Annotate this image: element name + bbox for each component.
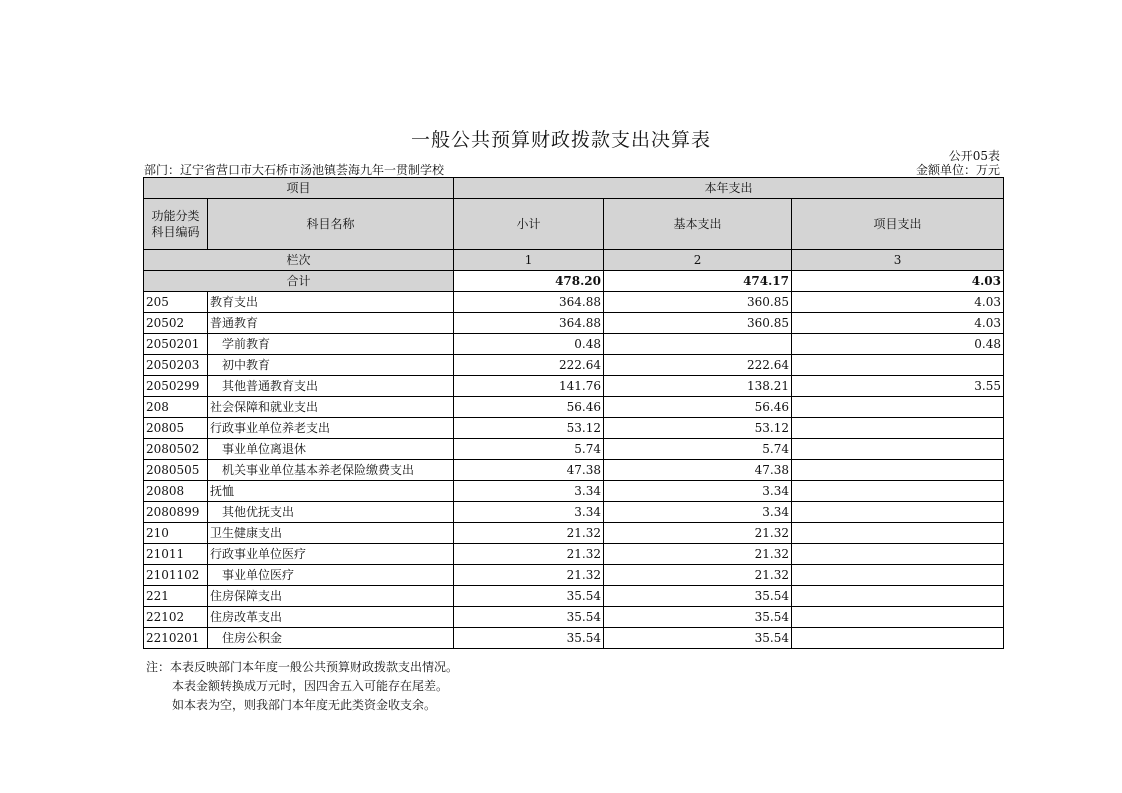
cell-project (792, 439, 1004, 460)
header-col-2: 2 (604, 250, 792, 271)
cell-project (792, 502, 1004, 523)
cell-subtotal: 47.38 (454, 460, 604, 481)
cell-name: 学前教育 (208, 334, 454, 355)
cell-name: 事业单位离退休 (208, 439, 454, 460)
header-col-1: 1 (454, 250, 604, 271)
table-row (144, 334, 1004, 355)
cell-code: 20805 (144, 418, 208, 439)
cell-name: 事业单位医疗 (208, 565, 454, 586)
cell-code: 21011 (144, 544, 208, 565)
cell-basic: 53.12 (604, 418, 792, 439)
table-row (144, 292, 1004, 313)
table-row (144, 544, 1004, 565)
cell-basic: 360.85 (604, 292, 792, 313)
cell-code: 2210201 (144, 628, 208, 649)
cell-basic: 21.32 (604, 565, 792, 586)
table-row (144, 460, 1004, 481)
unit-label: 金额单位：万元 (915, 163, 1000, 177)
cell-basic: 5.74 (604, 439, 792, 460)
cell-name: 行政事业单位养老支出 (208, 418, 454, 439)
header-row-number: 栏次 (144, 250, 454, 271)
cell-project (792, 481, 1004, 502)
note-line: 注：本表反映部门本年度一般公共预算财政拨款支出情况。 (146, 660, 459, 674)
cell-name: 其他普通教育支出 (208, 376, 454, 397)
cell-basic: 222.64 (604, 355, 792, 376)
table-row (144, 502, 1004, 523)
header-name: 科目名称 (208, 199, 454, 250)
cell-code: 2050299 (144, 376, 208, 397)
cell-basic: 360.85 (604, 313, 792, 334)
cell-name: 普通教育 (208, 313, 454, 334)
header-item: 项目 (144, 178, 454, 199)
form-number: 公开05表 (948, 149, 1000, 163)
header-col-3: 3 (792, 250, 1004, 271)
cell-code: 2080502 (144, 439, 208, 460)
cell-name: 机关事业单位基本养老保险缴费支出 (208, 460, 454, 481)
cell-basic: 21.32 (604, 544, 792, 565)
cell-subtotal: 3.34 (454, 481, 604, 502)
table-row (144, 397, 1004, 418)
table-title: 一般公共预算财政拨款支出决算表 (410, 129, 711, 151)
cell-project: 4.03 (792, 292, 1004, 313)
cell-subtotal: 0.48 (454, 334, 604, 355)
cell-code: 20502 (144, 313, 208, 334)
cell-subtotal: 222.64 (454, 355, 604, 376)
cell-basic (604, 334, 792, 355)
cell-project: 0.48 (792, 334, 1004, 355)
cell-project (792, 565, 1004, 586)
header-year-expense: 本年支出 (454, 178, 1004, 199)
table-row (144, 565, 1004, 586)
footnotes (146, 658, 458, 715)
cell-code: 2080505 (144, 460, 208, 481)
cell-project (792, 397, 1004, 418)
cell-project (792, 628, 1004, 649)
total-label: 合计 (144, 271, 454, 292)
cell-subtotal: 364.88 (454, 313, 604, 334)
cell-subtotal: 5.74 (454, 439, 604, 460)
cell-code: 22102 (144, 607, 208, 628)
cell-subtotal: 141.76 (454, 376, 604, 397)
cell-subtotal: 3.34 (454, 502, 604, 523)
cell-project (792, 460, 1004, 481)
note-line: 本表金额转换成万元时，因四舍五入可能存在尾差。 (172, 679, 449, 693)
cell-basic: 21.32 (604, 523, 792, 544)
cell-subtotal: 21.32 (454, 523, 604, 544)
total-project: 4.03 (792, 271, 1004, 292)
cell-project (792, 418, 1004, 439)
total-basic: 474.17 (604, 271, 792, 292)
cell-basic: 35.54 (604, 607, 792, 628)
cell-name: 住房保障支出 (208, 586, 454, 607)
cell-name: 卫生健康支出 (208, 523, 454, 544)
cell-name: 抚恤 (208, 481, 454, 502)
total-row (144, 271, 1004, 292)
header-code: 功能分类科目编码 (144, 199, 208, 250)
header-project: 项目支出 (792, 199, 1004, 250)
cell-name: 住房改革支出 (208, 607, 454, 628)
table-row (144, 628, 1004, 649)
cell-basic: 56.46 (604, 397, 792, 418)
cell-name: 教育支出 (208, 292, 454, 313)
table-row (144, 607, 1004, 628)
cell-subtotal: 21.32 (454, 565, 604, 586)
header-basic: 基本支出 (604, 199, 792, 250)
table-row (144, 355, 1004, 376)
cell-code: 2050203 (144, 355, 208, 376)
table-row (144, 481, 1004, 502)
cell-subtotal: 35.54 (454, 607, 604, 628)
cell-project (792, 544, 1004, 565)
cell-name: 其他优抚支出 (208, 502, 454, 523)
cell-subtotal: 35.54 (454, 586, 604, 607)
cell-basic: 3.34 (604, 502, 792, 523)
cell-code: 208 (144, 397, 208, 418)
cell-subtotal: 21.32 (454, 544, 604, 565)
table-row (144, 439, 1004, 460)
table-row (144, 313, 1004, 334)
cell-basic: 35.54 (604, 586, 792, 607)
table-row (144, 418, 1004, 439)
cell-name: 行政事业单位医疗 (208, 544, 454, 565)
cell-project: 3.55 (792, 376, 1004, 397)
cell-subtotal: 53.12 (454, 418, 604, 439)
cell-project: 4.03 (792, 313, 1004, 334)
cell-project (792, 355, 1004, 376)
cell-name: 社会保障和就业支出 (208, 397, 454, 418)
cell-basic: 3.34 (604, 481, 792, 502)
table-row (144, 376, 1004, 397)
cell-project (792, 586, 1004, 607)
header-subtotal: 小计 (454, 199, 604, 250)
cell-subtotal: 35.54 (454, 628, 604, 649)
expenditure-table (143, 177, 1004, 649)
cell-basic: 47.38 (604, 460, 792, 481)
cell-project (792, 607, 1004, 628)
cell-code: 210 (144, 523, 208, 544)
table-row (144, 586, 1004, 607)
cell-basic: 138.21 (604, 376, 792, 397)
cell-project (792, 523, 1004, 544)
cell-code: 2050201 (144, 334, 208, 355)
cell-subtotal: 56.46 (454, 397, 604, 418)
cell-code: 2101102 (144, 565, 208, 586)
note-line: 如本表为空，则我部门本年度无此类资金收支余。 (172, 698, 437, 712)
cell-name: 初中教育 (208, 355, 454, 376)
table-row (144, 523, 1004, 544)
total-subtotal: 478.20 (454, 271, 604, 292)
department-label: 部门：辽宁省营口市大石桥市汤池镇荟海九年一贯制学校 (144, 163, 445, 177)
cell-basic: 35.54 (604, 628, 792, 649)
cell-code: 20808 (144, 481, 208, 502)
cell-subtotal: 364.88 (454, 292, 604, 313)
cell-code: 221 (144, 586, 208, 607)
cell-name: 住房公积金 (208, 628, 454, 649)
cell-code: 2080899 (144, 502, 208, 523)
cell-code: 205 (144, 292, 208, 313)
